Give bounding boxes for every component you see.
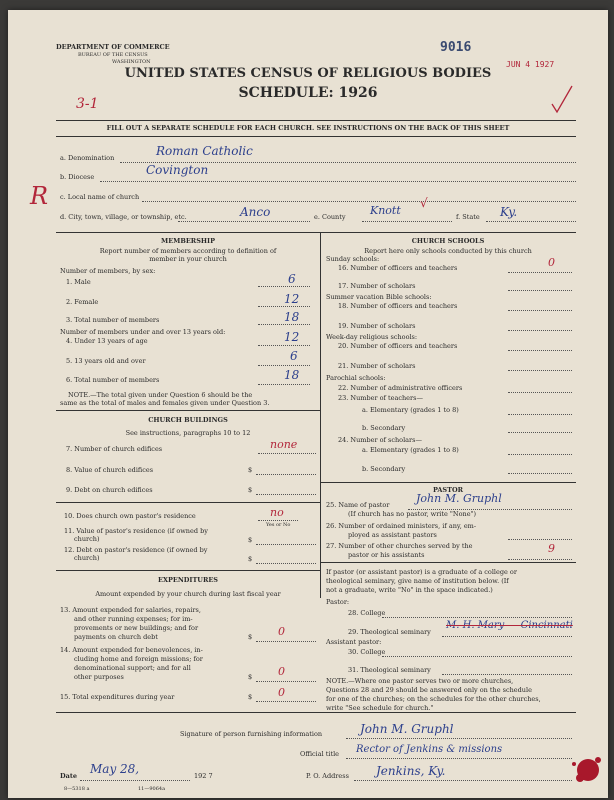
q3-value: 18 xyxy=(284,310,300,324)
department-label: DEPARTMENT OF COMMERCE xyxy=(56,43,170,51)
instruction-line: FILL OUT A SEPARATE SCHEDULE FOR EACH CHURCH. SEE INSTRUCTIONS ON THE BACK OF THIS SHEET xyxy=(106,124,510,132)
q30-label: 30. College xyxy=(348,648,386,656)
bureau-label: BUREAU OF THE CENSUS xyxy=(78,52,148,58)
q16-value: 0 xyxy=(548,256,555,269)
membership-note-2: same as the total of males and females given under Question 3. xyxy=(60,399,270,407)
q10-label: 10. Does church own pastor's residence xyxy=(64,512,196,520)
official-title-label: Official title xyxy=(300,750,339,758)
q10-value: no xyxy=(270,506,284,519)
q6-label: 6. Total number of members xyxy=(66,376,160,384)
q31-label: 31. Theological seminary xyxy=(348,666,431,674)
local-name-label: c. Local name of church xyxy=(60,193,140,201)
signature-value: John M. Gruphl xyxy=(360,722,454,736)
q5-label: 5. 13 years old and over xyxy=(66,357,146,365)
year-label: 192 7 xyxy=(194,772,213,780)
q17-label: 17. Number of scholars xyxy=(338,282,416,290)
q14-value: 0 xyxy=(278,665,285,678)
q19-label: 19. Number of scholars xyxy=(338,322,416,330)
q20-label: 20. Number of officers and teachers xyxy=(338,342,458,350)
schools-heading: CHURCH SCHOOLS xyxy=(411,237,485,245)
q7-label: 7. Number of church edifices xyxy=(66,445,163,453)
q18-label: 18. Number of officers and teachers xyxy=(338,302,458,310)
q6-value: 18 xyxy=(284,368,300,382)
q13-value: 0 xyxy=(278,625,285,638)
handwritten-code: 3-1 xyxy=(76,96,99,112)
form-code: 8—5318 a xyxy=(64,786,90,792)
q11-label: 11. Value of pastor's residence (if owned by xyxy=(64,527,208,535)
schedule-title: SCHEDULE: 1926 xyxy=(238,85,378,101)
state-label: f. State xyxy=(456,213,480,221)
q27-value: 9 xyxy=(548,542,555,555)
q14-label: 14. Amount expended for benevolences, in- xyxy=(60,646,203,654)
q26-label: 26. Number of ordained ministers, if any, em- xyxy=(326,522,477,530)
q4-label: 4. Under 13 years of age xyxy=(66,337,148,345)
q3-label: 3. Total number of members xyxy=(66,316,160,324)
ink-blot xyxy=(568,750,608,790)
q28-label: 28. College xyxy=(348,609,386,617)
county-check: √ xyxy=(420,196,428,210)
date-label: Date xyxy=(60,772,77,780)
county-value: Knott xyxy=(370,204,401,217)
q27-label: 27. Number of other churches served by the xyxy=(326,542,473,550)
q29-label: 29. Theological seminary xyxy=(348,628,431,636)
city-label: WASHINGTON xyxy=(112,59,151,65)
q5-value: 6 xyxy=(290,349,298,363)
q9-label: 9. Debt on church edifices xyxy=(66,486,153,494)
q13-label: 13. Amount expended for salaries, repairs, xyxy=(60,606,201,614)
census-form: DEPARTMENT OF COMMERCE BUREAU OF THE CENSUS WASHINGTON 9016 JUN 4 1927 UNITED STATES CENSUS OF RELIGIOUS BODIES SCHEDULE: 1926 3-1 FILL OUT A SEPARATE SCHEDULE FOR EACH CHURCH. SEE INSTRUCTIONS ON THE BACK OF THIS SHEET a. Denomination Roman Catholic b. Diocese Covington c. Local name of church R d. City, town, village, or township, etc. Anco e. County Knott √ f. State Ky. MEMBERSHIP Report number of members according to definition of member in your church Number of members, by sex: 1. Male 6 2. Female 12 3. Total number of members 18 Number of members under and over 13 years old: 4. Under 13 years of age 12 5. 13 years old and over 6 6. Total number of members 18 NOTE.—The total given under Question 6 should be the same as the total of males and females given under Question 3. CHURCH BUILDINGS See instructions, paragraphs 10 to 12 7. Number of church edifices none 8. Value of church edifices $ 9. Debt on church edifices $ 10. Does church own pastor's residence no Yes or No 11. Value of pastor's residence (if owned by church) $ 12. Debt on pastor's residence (if owned by church) $ EXPENDITURES Amount expended by your church during last fiscal year 13. Amount expended for salaries, repairs, and other running expenses; for im- provements or new buildings; and for payments on church debt $ 0 14. Amount expended for benevolences, in- cluding home and foreign missions; for denominational support; and for all other purposes $ 0 15. Total expenditures during year $ 0 CHURCH SCHOOLS Report here only schools conducted by this church Sunday schools: 16. Number of officers and teachers 0 17. Number of scholars Summer vacation Bible schools: 18. Number of officers and teachers 19. Number of scholars Week-day religious schools: 20. Number of officers and teachers 21. Number of scholars Parochial schools: 22. Number of administrative officers 23. Number of teachers— a. Elementary (grades 1 to 8) b. Secondary 24. Number of scholars— a. Elementary (grades 1 to 8) b. Secondary PASTOR 25. Name of pastor John M. Gruphl (If church has no pastor, write "None") 26. Number of ordained ministers, if any, em- ployed as assistant pastors 27. Number of other churches served by the pastor or his assistants 9 If pastor (or assistant pastor) is a graduate of a college or theological seminary, give name of institution below. (If not a graduate, write "No" in the space indicated.) Pastor: 28. College 29. Theological seminary M. H. Mary — Cincinnati Assistant pastor: 30. College 31. Theological seminary NOTE.—Where one pastor serves two or more churches, Questions 28 and 29 should be answered only on the schedule for one of the churches; on the schedules for the other churches, write "See schedule for church." Signature of person furnishing information John M. Gruphl Official title Rector of Jenkins & missions Date May 28, 192 7 P. O. Address Jenkins, Ky. 8—5318 a 11—9064a xyxy=(8,10,608,798)
membership-instr-2: member in your church xyxy=(149,255,227,263)
official-title-value: Rector of Jenkins & missions xyxy=(356,744,503,755)
po-address-label: P. O. Address xyxy=(306,772,349,780)
q15-label: 15. Total expenditures during year xyxy=(60,693,175,701)
q15-value: 0 xyxy=(278,686,285,699)
buildings-instr: See instructions, paragraphs 10 to 12 xyxy=(125,429,251,437)
q16-label: 16. Number of officers and teachers xyxy=(338,264,458,272)
city-value: Anco xyxy=(240,205,271,219)
po-address-value: Jenkins, Ky. xyxy=(376,764,446,778)
received-stamp: JUN 4 1927 xyxy=(506,60,555,69)
serial-number: 9016 xyxy=(440,40,472,55)
membership-instr-1: Report number of members according to definition of xyxy=(99,247,277,255)
denomination-value: Roman Catholic xyxy=(156,144,253,158)
check-mark-icon xyxy=(548,82,578,116)
q29-value: M. H. Mary — Cincinnati xyxy=(446,620,573,631)
q7-value: none xyxy=(270,438,298,451)
margin-mark: R xyxy=(30,182,49,210)
q4-value: 12 xyxy=(284,330,300,344)
membership-note-1: NOTE.—The total given under Question 6 should be the xyxy=(68,391,253,399)
q1-label: 1. Male xyxy=(66,278,91,286)
expenditures-heading: EXPENDITURES xyxy=(157,576,218,584)
expenditures-instr: Amount expended by your church during last fiscal year xyxy=(95,590,281,598)
q25-label: 25. Name of pastor xyxy=(326,501,390,509)
q10-hint: Yes or No xyxy=(266,522,291,528)
denomination-label: a. Denomination xyxy=(60,154,115,162)
county-label: e. County xyxy=(314,213,346,221)
diocese-value: Covington xyxy=(146,163,209,177)
print-code: 11—9064a xyxy=(138,786,166,792)
membership-sub-1: Number of members, by sex: xyxy=(60,267,156,275)
q1-value: 6 xyxy=(288,272,296,286)
date-value: May 28, xyxy=(90,762,140,776)
membership-sub-2: Number of members under and over 13 years old: xyxy=(60,328,226,336)
q23-label: 23. Number of teachers— xyxy=(338,394,423,402)
q12-label: 12. Debt on pastor's residence (if owned by xyxy=(64,546,208,554)
q22-label: 22. Number of administrative officers xyxy=(338,384,463,392)
q8-label: 8. Value of church edifices xyxy=(66,466,154,474)
buildings-heading: CHURCH BUILDINGS xyxy=(148,416,228,424)
q24-label: 24. Number of scholars— xyxy=(338,436,422,444)
membership-heading: MEMBERSHIP xyxy=(161,237,215,245)
q21-label: 21. Number of scholars xyxy=(338,362,416,370)
form-title: UNITED STATES CENSUS OF RELIGIOUS BODIES xyxy=(124,66,492,81)
city-field-label: d. City, town, village, or township, etc. xyxy=(60,213,187,221)
state-value: Ky. xyxy=(500,205,518,219)
q25-value: John M. Gruphl xyxy=(416,492,502,505)
schools-instr: Report here only schools conducted by this church xyxy=(364,247,532,255)
q2-label: 2. Female xyxy=(66,298,99,306)
pastor-heading: PASTOR xyxy=(432,486,464,494)
diocese-label: b. Diocese xyxy=(60,173,95,181)
q2-value: 12 xyxy=(284,292,300,306)
signature-label: Signature of person furnishing information xyxy=(180,730,323,738)
